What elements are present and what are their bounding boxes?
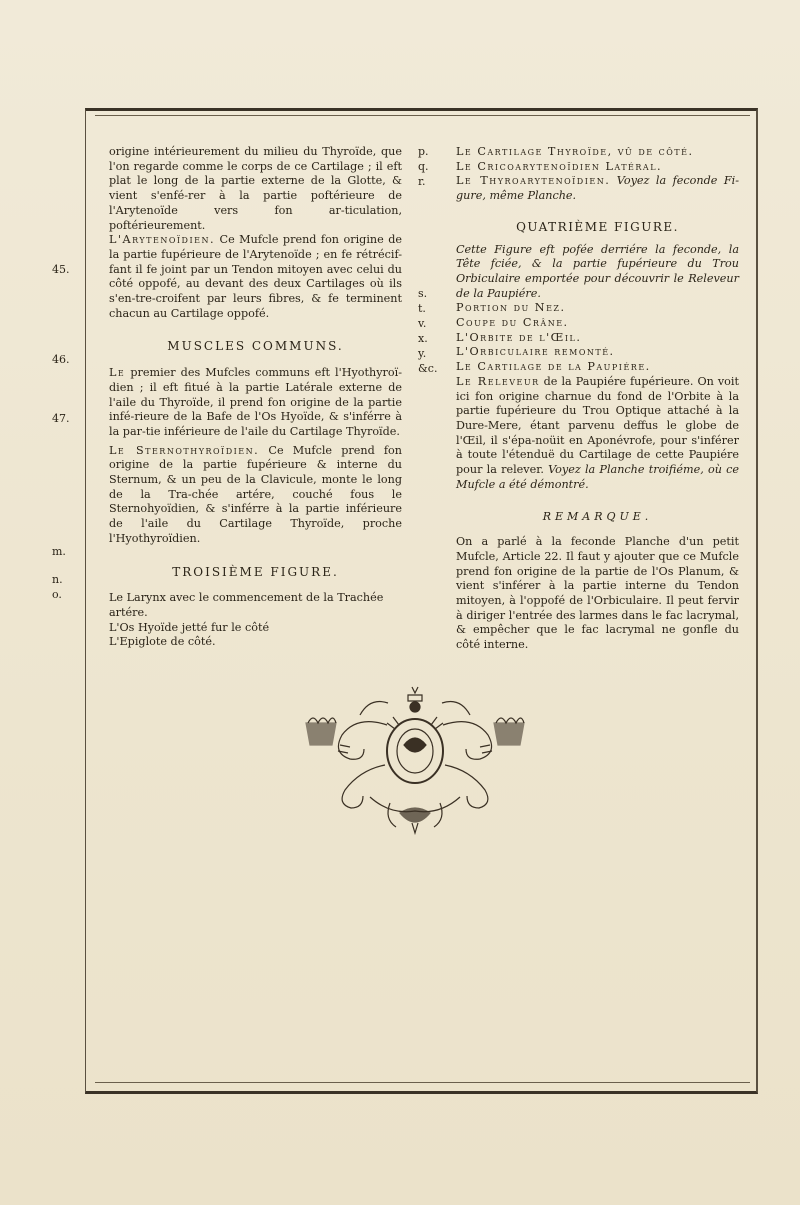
margin-label-q: q.	[418, 160, 429, 173]
figure-intro: Cette Figure eft pofée derriére la feconde, la Tête fciée, & la partie fupérieure du Trou Orbiculaire emportée pour découvrir le Releveur de la Paupiére.	[456, 242, 739, 300]
right-text-column	[456, 145, 739, 653]
legend-item-y: Le Cartilage de la Paupiére.	[456, 360, 651, 374]
section-heading-troisieme-figure: TROISIÈME FIGURE.	[172, 564, 339, 579]
margin-label-p: p.	[418, 145, 429, 158]
margin-label-n: n.	[52, 573, 63, 586]
margin-label-46: 46.	[52, 353, 70, 366]
legend-item-x: L'Orbiculaire remonté.	[456, 345, 615, 359]
margin-label-v: v.	[418, 317, 427, 330]
baroque-cul-de-lampe-ornament-icon	[300, 685, 530, 835]
margin-label-t: t.	[418, 302, 426, 315]
term-arytenoidien: L'Arytenoïdien.	[109, 233, 216, 247]
margin-label-o: o.	[52, 588, 62, 601]
margin-label-etc: &c.	[418, 362, 438, 375]
legend-item-n: L'Os Hyoïde jetté fur le côté	[109, 620, 270, 634]
paragraph-continued: origine intérieurement du milieu du Thyroïde, que l'on regarde comme le corps de ce Cartilage ; il eft plat le long de la partie externe de la Glotte, & vient s'enfé-rer à la partie poftérieure de l'Arytenoïde vers fon ar-ticulation, poftérieurement.	[109, 145, 402, 232]
legend-item-s: Portion du Nez.	[456, 301, 566, 315]
margin-label-x: x.	[418, 332, 428, 345]
margin-label-m: m.	[52, 545, 66, 558]
legend-item-r: Le Thyroarytenoïdien. Voyez la feconde Fi-gure, même Planche.	[456, 174, 740, 203]
legend-item-o: L'Epiglote de côté.	[109, 635, 216, 649]
margin-label-y: y.	[418, 347, 427, 360]
remarque-text: On a parlé à la feconde Planche d'un petit Mufcle, Article 22. Il faut y ajouter que ce Mufcle prend fon origine de la partie de l'Os Planum, & vient s'inférer à la partie interne du Tendon mitoyen, à l'oppofé de l'Orbiculaire. Il peut fervir à diriger l'entrée des larmes dans le fac lacrymal, & empêcher que le fac lacrymal ne gonfle du côté interne.	[456, 535, 739, 652]
legend-item-v: L'Orbite de l'Œil.	[456, 330, 582, 344]
section-heading-quatrieme-figure: QUATRIÈME FIGURE.	[516, 219, 679, 234]
margin-label-s: s.	[418, 287, 428, 300]
legend-item-m: Le Larynx avec le commencement de la Trachée artére.	[109, 591, 384, 619]
paragraph-sternothyroidien: Le Sternothyroïdien. Ce Mufcle prend fon origine de la partie fupérieure & interne du Sternum, & un peu de la Clavicule, monte le long de la Tra-chée artére, couché fous le Sternohyoïdien, & s'inférre à la partie inférieure de l'aile du Cartilage Thyroïde, proche l'Hyothyroïdien.	[109, 443, 403, 545]
legend-item-p: Le Cartilage Thyroïde, vû de côté.	[456, 145, 694, 158]
remarque-heading: REMARQUE.	[542, 510, 653, 524]
legend-item-t: Coupe du Crâne.	[456, 316, 569, 330]
legend-item-q: Le Cricoarytenoïdien Latéral.	[456, 159, 663, 173]
margin-label-45: 45.	[52, 263, 70, 276]
paragraph-arytenoidien: L'Arytenoïdien. Ce Mufcle prend fon origine de la partie fupérieure de l'Arytenoïde ; en fe rétrécif-fant il fe joint par un Tendon mitoyen avec celui du côté oppofé, au devant des deux Cartilages où ils s'en-tre-croifent par leurs fibres, & fe terminent chacun au Cartilage oppofé.	[109, 233, 402, 320]
margin-label-r: r.	[418, 175, 426, 188]
legend-item-releveur: Le Releveur de la Paupiére fupérieure. On voit ici fon origine charnue du fond de l'Orbite à la partie fupérieure du Trou Optique attaché à la Dure-Mere, étant parvenu deffus le globe de l'Œil, il s'épa-noüit en Aponévrofe, pour s'inférer à toute l'étenduë du Cartilage de cette Paupiére pour la relever. Voyez la Planche troifiéme, où ce Mufcle a été démontré.	[456, 374, 740, 491]
left-text-column	[109, 145, 402, 650]
margin-label-47: 47.	[52, 412, 70, 425]
section-heading-muscles-communs: MUSCLES COMMUNS.	[167, 339, 344, 354]
paragraph-hyothyroidien: Le premier des Mufcles communs eft l'Hyothyroï-dien ; il eft fitué à la partie Latérale externe de l'aile du Thyroïde, il prend fon origine de la partie infé-rieure de la Bafe de l'Os Hyoïde, & s'inférre à la par-tie inférieure de l'aile du Cartilage Thyroïde.	[109, 366, 402, 438]
